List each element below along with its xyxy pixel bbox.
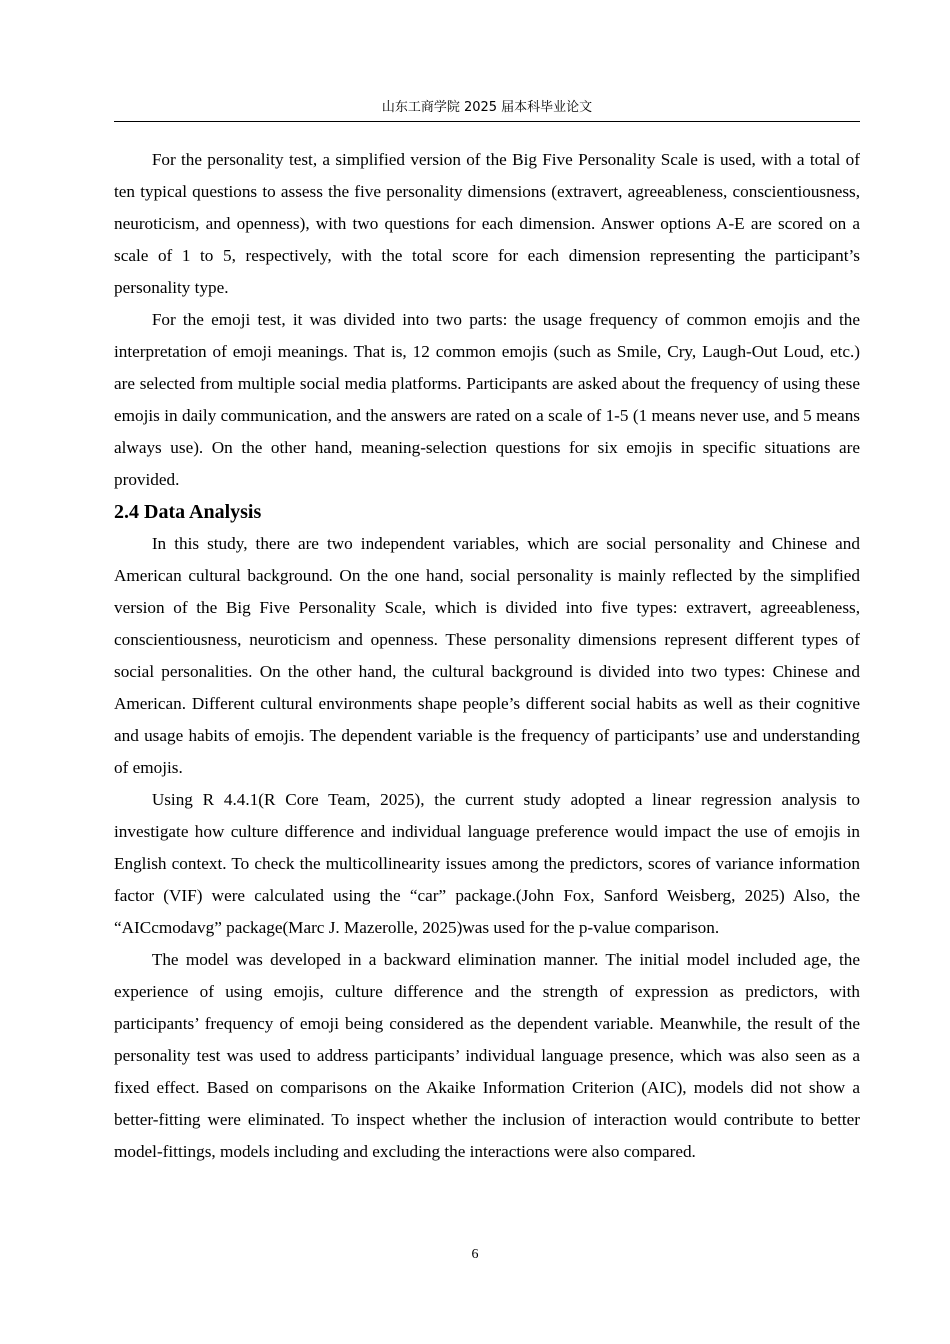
- section-heading: 2.4 Data Analysis: [114, 501, 262, 523]
- body-text: [114, 144, 860, 1168]
- paragraph-regression: Using R 4.4.1(R Core Team, 2025), the current study adopted a linear regression analysis to investigate how culture difference and individual language preference would impact the use of emojis in English context. To check the multicollinearity issues among the predictors, scores of variance information factor (VIF) were calculated using the “car” package.(John Fox, Sanford Weisberg, 2025) Also, the “AICcmodavg” package(Marc J. Mazerolle, 2025)was used for the p-value comparison.: [114, 790, 860, 937]
- page-number: 6: [471, 1247, 479, 1262]
- paragraph-model-selection: The model was developed in a backward elimination manner. The initial model included age, the experience of using emojis, culture difference and the strength of expression as predictors, with participants’ frequency of emoji being considered as the dependent variable. Meanwhile, the result of the personality test was used to address participants’ individual language presence, which was also seen as a fixed effect. Based on comparisons on the Akaike Information Criterion (AIC), models did not show a better-fitting were eliminated. To inspect whether the inclusion of interaction would contribute to better model-fittings, models including and excluding the interactions were also compared.: [114, 950, 860, 1161]
- paragraph-variables: In this study, there are two independent variables, which are social personality and Chinese and American cultural background. On the one hand, social personality is mainly reflected by the simplified version of the Big Five Personality Scale, which is divided into five types: extravert, agreeableness, conscientiousness, neuroticism and openness. These personality dimensions represent different types of social personalities. On the other hand, the cultural background is divided into two types: Chinese and American. Different cultural environments shape people’s different social habits as well as their cognitive and usage habits of emojis. The dependent variable is the frequency of participants’ use and understanding of emojis.: [114, 534, 860, 777]
- paragraph-personality-test: For the personality test, a simplified version of the Big Five Personality Scale is used, with a total of ten typical questions to assess the five personality dimensions (extravert, agreeableness, conscientiousness, neuroticism, and openness), with two questions for each dimension. Answer options A-E are scored on a scale of 1 to 5, respectively, with the total score for each dimension representing the participant’s personality type.: [114, 150, 860, 297]
- header-rule: [114, 121, 860, 122]
- running-header: 山东工商学院 2025 届本科毕业论文: [381, 100, 593, 115]
- paragraph-emoji-test: For the emoji test, it was divided into two parts: the usage frequency of common emojis and the interpretation of emoji meanings. That is, 12 common emojis (such as Smile, Cry, Laugh-Out Loud, etc.) are selected from multiple social media platforms. Participants are asked about the frequency of using these emojis in daily communication, and the answers are rated on a scale of 1-5 (1 means never use, and 5 means always use). On the other hand, meaning-selection questions for six emojis in specific situations are provided.: [114, 310, 860, 489]
